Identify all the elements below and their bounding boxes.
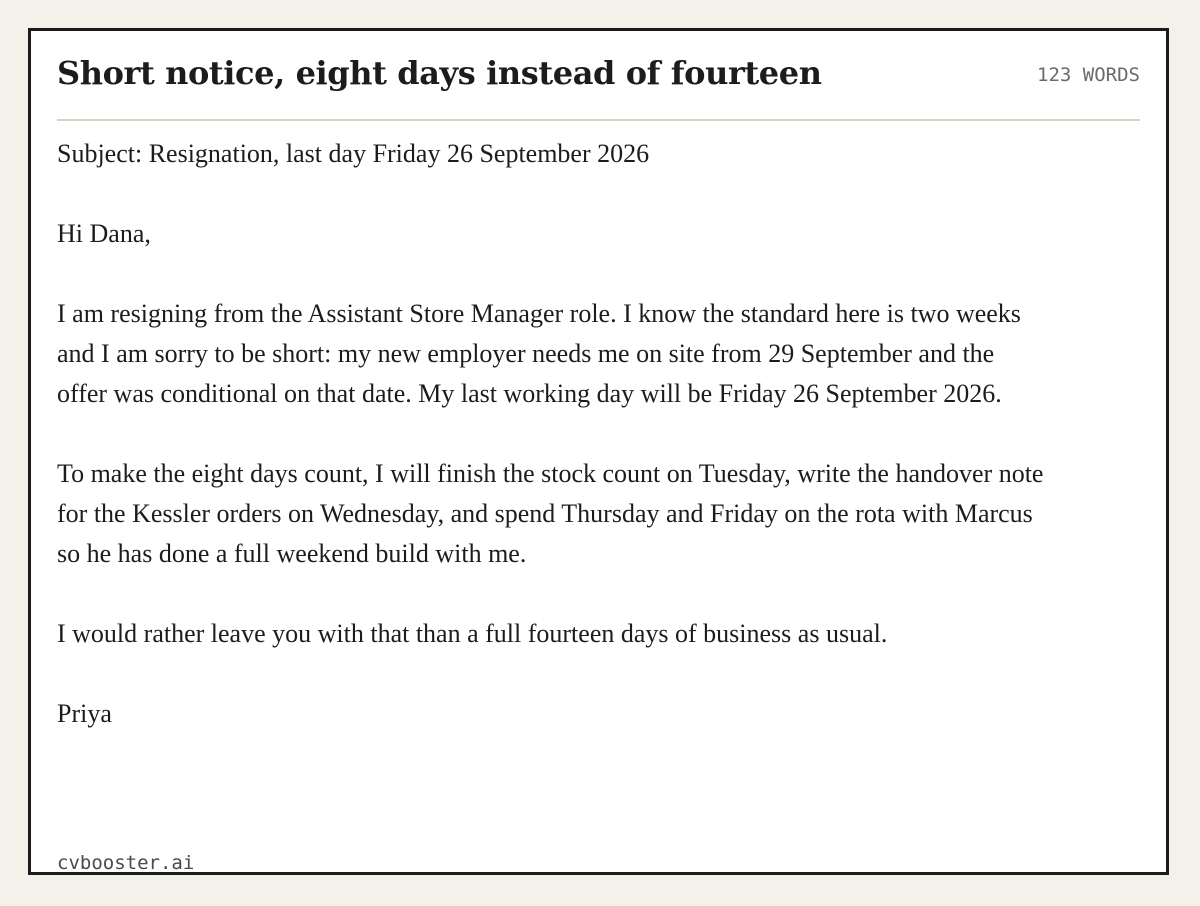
subject-line: Subject: Resignation, last day Friday 26 September 2026 — [57, 139, 650, 168]
letter-title: Short notice, eight days instead of fourteen — [57, 54, 822, 92]
letter-header — [57, 31, 1140, 121]
footer-brand: cvbooster.ai — [57, 852, 195, 874]
body-paragraph-3: I would rather leave you with that than a full fourteen days of business as usual. — [57, 619, 888, 648]
letter-card — [28, 28, 1169, 875]
letter-body — [57, 134, 1047, 734]
body-paragraph-2: To make the eight days count, I will finish the stock count on Tuesday, write the handover note for the Kessler orders on Wednesday, and spend Thursday and Friday on the rota with Marcus so he has done a full weekend build with me. — [57, 459, 1044, 568]
body-paragraph-1: I am resigning from the Assistant Store Manager role. I know the standard here is two weeks and I am sorry to be short: my new employer needs me on site from 29 September and the offer was conditional on that date. My last working day will be Friday 26 September 2026. — [57, 299, 1021, 408]
signature: Priya — [57, 699, 112, 728]
word-count-badge: 123 WORDS — [1037, 64, 1140, 86]
greeting: Hi Dana, — [57, 219, 151, 248]
